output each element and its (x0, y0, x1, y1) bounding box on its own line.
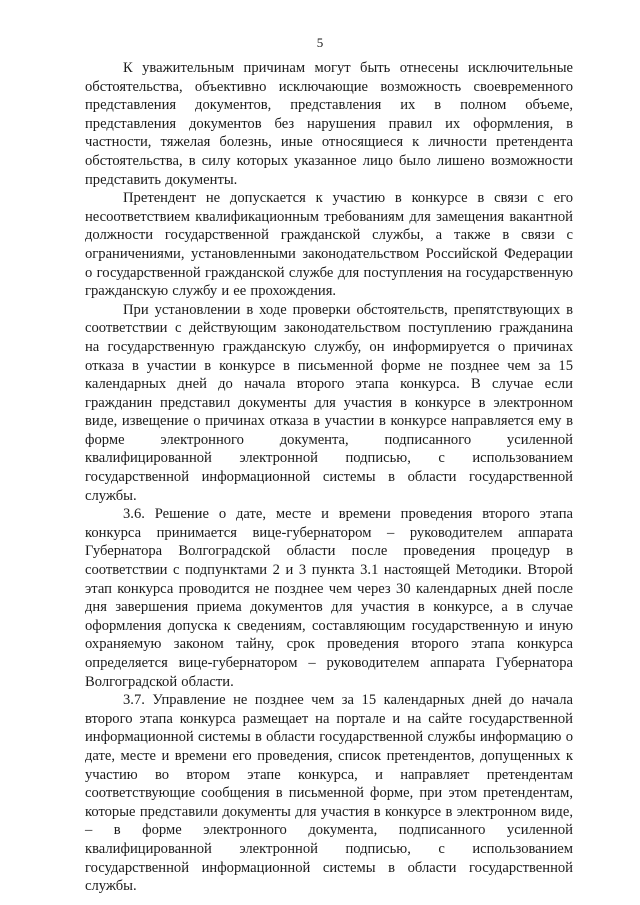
paragraph-refusal-notice: При установлении в ходе проверки обстоятельств, препятствующих в соответствии с действующим законодательством поступлению гражданина на государственную гражданскую службу, он информируется о причинах отказа в участии в конкурсе в письменной форме не позднее чем за 15 календарных дней до начала второго этапа конкурса. В случае если гражданин представил документы для участия в конкурсе в электронном виде, извещение о причинах отказа в участии в конкурсе направляется ему в форме электронного документа, подписанного усиленной квалифицированной электронной подписью, с использованием государственной информационной системы в области государственной службы. (85, 301, 573, 504)
paragraph-section-3-6: 3.6. Решение о дате, месте и времени проведения второго этапа конкурса принимается вице-губернатором – руководителем аппарата Губернатора Волгоградской области после проведения процедур в соответствии с подпунктами 2 и 3 пункта 3.1 настоящей Методики. Второй этап конкурса проводится не позднее чем через 30 календарных дней после дня завершения приема документов для участия в конкурсе, а в случае оформления допуска к сведениям, составляющим государственную и иную охраняемую законом тайну, срок проведения второго этапа конкурса определяется вице-губернатором – руководителем аппарата Губернатора Волгоградской области. (85, 506, 573, 690)
paragraph-valid-reasons: К уважительным причинам могут быть отнесены исключительные обстоятельства, объективно исключающие возможность своевременного представления документов, представления их в полном объеме, представления документов без нарушения правил их оформления, в частности, тяжелая болезнь, иные относящиеся к личности претендента обстоятельства, в силу которых указанное лицо было лишено возможности представить документы. (85, 60, 573, 188)
document-body (85, 59, 573, 896)
paragraph-not-admitted: Претендент не допускается к участию в конкурсе в связи с его несоответствием квалификационным требованиям для замещения вакантной должности государственной гражданской службы, а также в связи с ограничениями, установленными законодательством Российской Федерации о государственной гражданской службе для поступления на государственную гражданскую службу и ее прохождения. (85, 190, 573, 300)
page-number: 5 (316, 35, 324, 50)
paragraph-section-3-7: 3.7. Управление не позднее чем за 15 календарных дней до начала второго этапа конкурса размещает на портале и на сайте государственной информационной системы в области государственной службы информацию о дате, месте и времени его проведения, список претендентов, допущенных к участию во втором этапе конкурса, и направляет претендентам соответствующие сообщения в письменной форме, при этом претендентам, которые представили документы для участия в конкурсе в электронном виде, – в форме электронного документа, подписанного усиленной квалифицированной электронной подписью, с использованием государственной информационной системы в области государственной службы. (85, 692, 573, 895)
